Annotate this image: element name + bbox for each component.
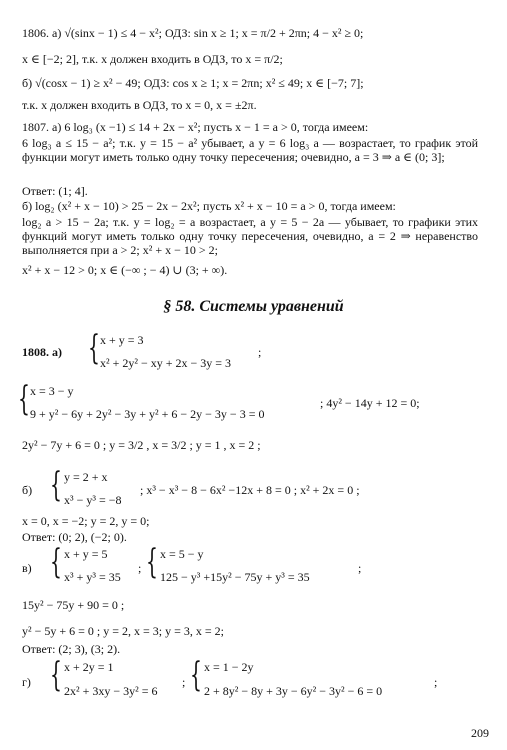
problem-1808-label: 1808. а) bbox=[22, 345, 62, 359]
problem-1808v-line6: y² − 5y + 6 = 0 ; y = 2, x = 3; y = 3, x = 2; bbox=[22, 624, 224, 638]
problem-1808v-label: в) bbox=[22, 561, 32, 575]
system-v-eq2: x³ + y³ = 35 bbox=[64, 570, 121, 584]
system-v-eq1: x + y = 5 bbox=[64, 547, 108, 561]
system-a-tail: ; bbox=[258, 345, 262, 359]
system-brace: { bbox=[88, 328, 100, 368]
system-a-eq4: 9 + y² − 6y + 2y² − 3y + y² + 6 − 2y − 3y − 3 = 0 bbox=[30, 407, 265, 421]
system-g-sep: ; bbox=[182, 675, 186, 689]
system-v-tail: ; bbox=[358, 561, 362, 575]
problem-1806a-line2: x ∈ [−2; 2], т.к. x должен входить в ОДЗ, то x = π/2; bbox=[22, 52, 283, 66]
system-brace: { bbox=[190, 655, 202, 695]
page-number: 209 bbox=[471, 726, 489, 740]
system-brace: { bbox=[50, 655, 62, 695]
system-b-eq1: y = 2 + x bbox=[64, 470, 108, 484]
system-b-eq2: x³ − y³ = −8 bbox=[64, 493, 122, 507]
problem-1807a-answer: Ответ: (1; 4]. bbox=[22, 184, 88, 198]
problem-1808g-label: г) bbox=[22, 675, 31, 689]
system-a-eq2: x² + 2y² − xy + 2x − 3y = 3 bbox=[100, 356, 232, 370]
system-brace: { bbox=[146, 542, 158, 582]
section-title: § 58. Системы уравнений bbox=[163, 298, 344, 315]
problem-1808v-answer: Ответ: (2; 3), (3; 2). bbox=[22, 642, 121, 656]
problem-1806b-line2: т.к. x должен входить в ОДЗ, то x = 0, x = ±2π. bbox=[22, 98, 257, 112]
problem-1806a: 1806. а) √(sinx − 1) ≤ 4 − x²; ОДЗ: sin x ≥ 1; x = π/2 + 2πn; 4 − x² ≥ 0; bbox=[22, 26, 364, 40]
system-g-eq1: x + 2y = 1 bbox=[64, 660, 114, 674]
problem-1806b: б) √(cosx − 1) ≥ x² − 49; ОДЗ: cos x ≥ 1; x = 2πn; x² ≤ 49; x ∈ [−7; 7]; bbox=[22, 76, 364, 90]
system-a-eq3: x = 3 − y bbox=[30, 384, 74, 398]
system-v-sep: ; bbox=[138, 561, 142, 575]
system-a-eq4-tail: ; 4y² − 14y + 12 = 0; bbox=[320, 396, 420, 410]
problem-1807a-text: 6 log₃ a ≤ 15 − a²; т.к. y = 15 − a² убывает, а y = 6 log₃ a — возрастает, то график этой функции могут иметь только одну точку пересечения; очевидно, a = 3 ⇒ a ∈ (0; 3]; bbox=[22, 136, 478, 164]
problem-1808a-solution: 2y² − 7y + 6 = 0 ; y = 3/2 , x = 3/2 ; y = 1 , x = 2 ; bbox=[22, 438, 261, 452]
system-b-tail: ; x³ − x³ − 8 − 6x² −12x + 8 = 0 ; x² + 2x = 0 ; bbox=[140, 483, 360, 497]
problem-1807b-line3: x² + x − 12 > 0; x ∈ (−∞ ; − 4) ∪ (3; + ∞). bbox=[22, 263, 228, 277]
system-brace: { bbox=[50, 542, 62, 582]
system-g-eq3: x = 1 − 2y bbox=[204, 660, 254, 674]
system-a-eq1: x + y = 3 bbox=[100, 333, 144, 347]
problem-1807b-text: log₂ a > 15 − 2a; т.к. y = log₂ = a возрастает, а y = 5 − 2a — убывает, то графики этих функций могут иметь только одну точку пересечения, очевидно, a = 2 ⇒ неравенство выполняется при a > 2; x² + x − 10 > 2; bbox=[22, 215, 478, 257]
system-brace: { bbox=[18, 379, 30, 419]
problem-1808b-label: б) bbox=[22, 483, 33, 497]
problem-1808v-line5: 15y² − 75y + 90 = 0 ; bbox=[22, 598, 125, 612]
problem-1807b: б) log₂ (x² + x − 10) > 25 − 2x − 2x²; пусть x² + x − 10 = a > 0, тогда имеем: bbox=[22, 199, 396, 213]
problem-1807a: 1807. а) 6 log₃ (x −1) ≤ 14 + 2x − x²; пусть x − 1 = a > 0, тогда имеем: bbox=[22, 120, 369, 134]
system-brace: { bbox=[50, 465, 62, 505]
problem-1808b-roots: x = 0, x = −2; y = 2, y = 0; bbox=[22, 514, 150, 528]
system-g-eq2: 2x² + 3xy − 3y² = 6 bbox=[64, 684, 158, 698]
system-v-eq3: x = 5 − y bbox=[160, 547, 204, 561]
system-g-eq4: 2 + 8y² − 8y + 3y − 6y² − 3y² − 6 = 0 bbox=[204, 684, 383, 698]
problem-1808b-answer: Ответ: (0; 2), (−2; 0). bbox=[22, 530, 127, 544]
system-v-eq4: 125 − y³ +15y² − 75y + y³ = 35 bbox=[160, 570, 310, 584]
system-g-tail: ; bbox=[434, 675, 438, 689]
